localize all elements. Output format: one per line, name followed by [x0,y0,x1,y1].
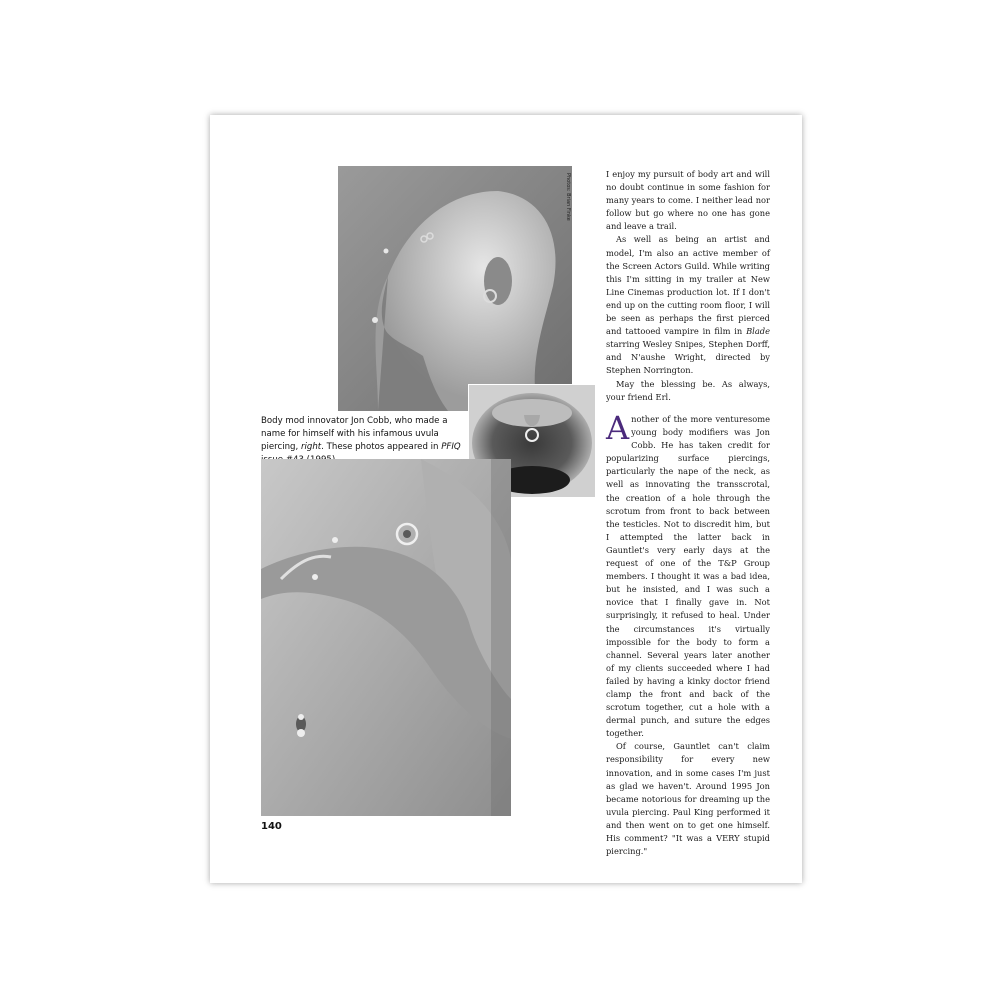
torso-image [261,459,511,816]
article-column-top [606,168,770,404]
paragraph: May the blessing be. As always, your friend Erl. [606,378,770,402]
paragraph [606,233,770,377]
photo-credit: Photos: Brian Finke [565,173,571,221]
caption-text-1: Body mod innovator Jon Cobb, who made a name for himself with his infamous uvula piercing, [261,416,448,452]
photo-head-portrait [338,166,572,411]
head-portrait-image [338,166,572,411]
paragraph-text: As well as being an artist and model, I'm also an active member of the Screen Actors Guild. While writing this I'm sitting in my trailer at New Line Cinemas production lot. If I don't end up on the cutting room floor, I will be seen as perhaps the first pierced and tattooed vampire in film in [606,234,770,337]
caption-text-2: . These photos appeared in [321,442,442,452]
photo-torso [261,459,511,816]
paragraph: I enjoy my pursuit of body art and will no doubt continue in some fashion for many years to come. I neither lead nor follow but go where no one has gone and leave a trail. [606,169,770,232]
article-column-bottom [606,409,770,858]
paragraph-text: starring Wesley Snipes, Stephen Dorff, and N'aushe Wright, directed by Stephen Norrington. [606,339,770,376]
drop-cap: A [606,409,630,447]
book-page [210,115,802,883]
page-number: 140 [261,821,282,832]
paragraph: Of course, Gauntlet can't claim responsibility for every new innovation, and in some cases I'm just as glad we haven't. Around 1995 Jon became notorious for dreaming up the uvula piercing. Paul King performed it and then went on to get one himself. His comment? "It was a VERY stupid piercing." [606,741,770,857]
caption-italic-pfiq: PFIQ [441,442,461,452]
caption-italic-right: right [300,442,322,452]
film-title-italic: Blade [746,326,770,337]
paragraph [606,409,770,740]
paragraph-text: nother of the more venturesome young body modifiers was Jon Cobb. He has taken credit for popularizing surface piercings, particularly the nape of the neck, as well as innovating the transscrotal, the creation of a hole through the scrotum from front to back between the testicles. Not to discredit him, but I attempted the latter back in Gauntlet's very early days at the request of one of the T&P Group members. I thought it was a bad idea, but he insisted, and I was such a novice that I finally gave in. Not surprisingly, it refused to heal. Under the circumstances it's virtually impossible for the body to form a channel. Several years later another of my clients succeeded where I had failed by having a kinky doctor friend clamp the front and back of the scrotum together, cut a hole with a dermal punch, and suture the edges together. [606,414,770,739]
